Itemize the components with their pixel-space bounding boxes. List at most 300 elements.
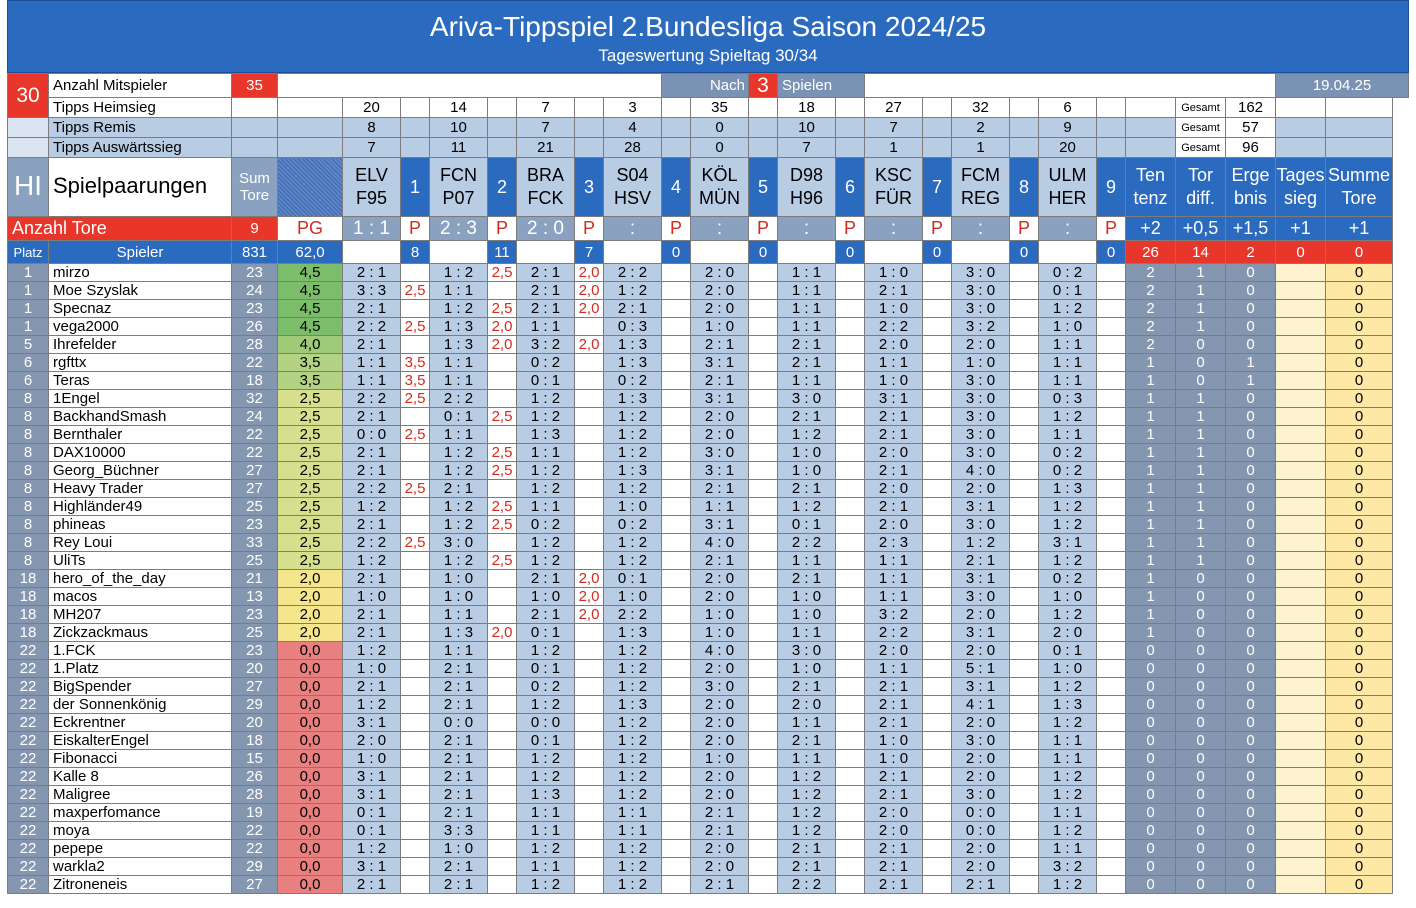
player-tip: 1 : 1 <box>517 498 575 516</box>
table-row <box>8 408 1409 426</box>
bonus-ergebnis: 0 <box>1226 318 1276 336</box>
player-tip: 1 : 2 <box>604 660 662 678</box>
player-goal-sum: 13 <box>232 588 278 606</box>
player-goal-sum: 23 <box>232 606 278 624</box>
game-9-teams <box>1039 158 1097 217</box>
player-tip-points <box>1010 498 1039 516</box>
player-tip-points <box>836 408 865 426</box>
player-tip: 3 : 1 <box>952 570 1010 588</box>
table-row <box>8 642 1409 660</box>
player-points: 4,5 <box>278 300 343 318</box>
bonus-ergebnis: 0 <box>1226 300 1276 318</box>
player-rank: 8 <box>8 498 49 516</box>
player-tip-points <box>836 714 865 732</box>
table-row <box>8 732 1409 750</box>
player-tip-points <box>401 750 430 768</box>
player-tip-points: 2,5 <box>488 444 517 462</box>
player-points: 0,0 <box>278 714 343 732</box>
bonus-tordiff: 1 <box>1176 264 1226 282</box>
bonus-ergebnis: 0 <box>1226 822 1276 840</box>
player-tip: 1 : 1 <box>517 858 575 876</box>
player-tip-points <box>836 822 865 840</box>
player-tip-points <box>662 372 691 390</box>
tipps-heim-count: 32 <box>952 98 1010 118</box>
away-team: FCK <box>527 188 564 208</box>
tipps-aus-count: 1 <box>952 138 1010 158</box>
player-tip: 1 : 3 <box>604 624 662 642</box>
spielen-label: Spielen <box>778 74 865 98</box>
player-goal-sum: 23 <box>232 642 278 660</box>
player-tip-points <box>923 462 952 480</box>
p-text: P <box>1105 217 1118 238</box>
player-tip: 1 : 2 <box>517 642 575 660</box>
tipps-heim-count: 3 <box>604 98 662 118</box>
bonus-tordiff: 0 <box>1176 588 1226 606</box>
player-tip-points <box>575 318 604 336</box>
bonus-tendenz: 1 <box>1126 372 1176 390</box>
player-tip-points <box>662 858 691 876</box>
player-tip-points <box>836 588 865 606</box>
home-team: ELV <box>355 165 388 185</box>
player-tip-points <box>575 732 604 750</box>
player-tip: 2 : 0 <box>865 480 923 498</box>
player-tip-points <box>488 786 517 804</box>
bonus-summe-tore: 0 <box>1326 354 1393 372</box>
player-tip: 1 : 0 <box>343 588 401 606</box>
p-label <box>488 217 517 241</box>
player-tip: 2 : 0 <box>343 732 401 750</box>
player-tip-points <box>836 804 865 822</box>
table-row <box>8 678 1409 696</box>
game-5-teams <box>691 158 749 217</box>
player-tip-points <box>1097 390 1126 408</box>
bonus-summe-tore: 0 <box>1326 678 1393 696</box>
bonus-tagessieg <box>1276 678 1326 696</box>
player-name: Georg_Büchner <box>49 462 232 480</box>
game-2-points: 11 <box>488 241 517 264</box>
away-team: H96 <box>789 188 824 208</box>
player-tip-points: 2,5 <box>488 498 517 516</box>
player-tip: 2 : 1 <box>691 336 749 354</box>
game-1-teams <box>343 158 401 217</box>
blank <box>1126 138 1176 158</box>
bonus-tordiff: 0 <box>1176 372 1226 390</box>
player-tip: 2 : 1 <box>691 480 749 498</box>
table-row <box>8 714 1409 732</box>
game-5-number: 5 <box>749 158 778 217</box>
player-tip: 3 : 0 <box>952 282 1010 300</box>
player-tip: 2 : 1 <box>343 462 401 480</box>
table-row <box>8 822 1409 840</box>
tipps-remis-count: 7 <box>517 118 575 138</box>
bonus-tendenz: 0 <box>1126 786 1176 804</box>
player-name: 1.Platz <box>49 660 232 678</box>
player-tip-points <box>1097 534 1126 552</box>
nach-label <box>662 74 749 98</box>
player-tip-points <box>923 498 952 516</box>
bonus-header-1 <box>1176 158 1226 217</box>
player-points: 0,0 <box>278 660 343 678</box>
gesamt-text: Gesamt <box>1181 142 1220 154</box>
player-tip: 1 : 2 <box>430 444 488 462</box>
player-tip: 2 : 0 <box>1039 624 1097 642</box>
bonus-summe-tore: 0 <box>1326 390 1393 408</box>
bonus-tordiff: 0 <box>1176 768 1226 786</box>
table-row <box>8 426 1409 444</box>
player-tip-points <box>662 498 691 516</box>
player-tip-points <box>749 444 778 462</box>
bonus-tendenz: 1 <box>1126 516 1176 534</box>
bonus-tagessieg <box>1276 552 1326 570</box>
player-tip: 3 : 1 <box>343 786 401 804</box>
bonus-ergebnis: 0 <box>1226 642 1276 660</box>
player-tip: 2 : 1 <box>865 858 923 876</box>
player-tip: 2 : 0 <box>952 336 1010 354</box>
player-tip-points <box>1097 642 1126 660</box>
player-tip: 1 : 1 <box>430 606 488 624</box>
player-rank: 22 <box>8 858 49 876</box>
game-9-number: 9 <box>1097 158 1126 217</box>
result-text: : <box>1064 217 1071 239</box>
player-tip-points <box>1010 282 1039 300</box>
player-tip-points <box>836 732 865 750</box>
player-tip-points <box>836 498 865 516</box>
player-tip-points: 2,0 <box>575 588 604 606</box>
blank <box>865 241 923 264</box>
bonus-ergebnis: 0 <box>1226 426 1276 444</box>
player-tip: 1 : 2 <box>604 876 662 894</box>
player-tip: 2 : 1 <box>865 462 923 480</box>
player-tip: 1 : 1 <box>865 660 923 678</box>
player-tip-points <box>923 354 952 372</box>
player-tip: 1 : 0 <box>778 588 836 606</box>
player-tip-points <box>662 336 691 354</box>
player-tip: 1 : 1 <box>517 318 575 336</box>
bonus-tordiff: 1 <box>1176 426 1226 444</box>
player-tip: 2 : 0 <box>865 822 923 840</box>
p-text: P <box>844 217 857 238</box>
game-7-result <box>865 217 923 241</box>
player-tip: 1 : 2 <box>430 300 488 318</box>
bonus-ergebnis: 0 <box>1226 840 1276 858</box>
player-tip: 1 : 1 <box>865 588 923 606</box>
bonus-header-2 <box>1226 158 1276 217</box>
player-tip-points <box>488 642 517 660</box>
bonus-total-4: 0 <box>1326 241 1393 264</box>
page-title: Ariva-Tippspiel 2.Bundesliga Saison 2024/25 <box>429 11 987 42</box>
player-tip: 1 : 1 <box>778 282 836 300</box>
tippspiel-sheet <box>7 0 1416 908</box>
bonus-line: Ten <box>1136 165 1166 185</box>
player-tip: 1 : 2 <box>1039 300 1097 318</box>
bonus-tagessieg <box>1276 480 1326 498</box>
player-tip: 2 : 1 <box>865 678 923 696</box>
away-team: MÜN <box>699 188 740 208</box>
result-text: 2 : 0 <box>527 217 564 239</box>
player-tip-points <box>749 534 778 552</box>
player-tip-points <box>1010 336 1039 354</box>
player-goal-sum: 20 <box>232 660 278 678</box>
p-label <box>575 217 604 241</box>
bonus-ergebnis: 0 <box>1226 552 1276 570</box>
player-tip-points <box>749 840 778 858</box>
player-tip: 2 : 1 <box>778 732 836 750</box>
home-team: KÖL <box>701 165 738 185</box>
player-tip: 2 : 0 <box>952 714 1010 732</box>
bonus-summe-tore: 0 <box>1326 408 1393 426</box>
player-tip-points: 3,5 <box>401 372 430 390</box>
blank <box>836 138 865 158</box>
player-tip: 2 : 0 <box>691 732 749 750</box>
blank <box>1010 138 1039 158</box>
game-3-result <box>517 217 575 241</box>
player-tip-points <box>836 696 865 714</box>
game-8-points: 0 <box>1010 241 1039 264</box>
tipps-aus-count: 7 <box>778 138 836 158</box>
bonus-points: +0,5 <box>1182 217 1219 238</box>
bonus-summe-tore: 0 <box>1326 696 1393 714</box>
blank <box>488 118 517 138</box>
player-rank: 8 <box>8 426 49 444</box>
result-text: : <box>716 217 723 239</box>
player-tip-points <box>401 552 430 570</box>
player-rank: 18 <box>8 588 49 606</box>
player-tip-points <box>662 642 691 660</box>
player-goal-sum: 25 <box>232 498 278 516</box>
tipps-heim-count: 6 <box>1039 98 1097 118</box>
bonus-total-3: 0 <box>1276 241 1326 264</box>
player-tip-points <box>1010 768 1039 786</box>
player-tip-points <box>575 516 604 534</box>
player-tip-points <box>749 498 778 516</box>
player-tip-points <box>662 462 691 480</box>
player-tip: 2 : 2 <box>778 534 836 552</box>
player-tip: 0 : 1 <box>604 570 662 588</box>
player-tip: 2 : 0 <box>865 804 923 822</box>
player-rank: 18 <box>8 606 49 624</box>
player-tip: 0 : 2 <box>604 372 662 390</box>
player-tip-points <box>1010 678 1039 696</box>
player-points: 2,0 <box>278 606 343 624</box>
player-points: 2,5 <box>278 552 343 570</box>
player-tip: 3 : 0 <box>952 426 1010 444</box>
tipps-remis-count: 8 <box>343 118 401 138</box>
player-tip-points <box>1010 354 1039 372</box>
bonus-tendenz: 1 <box>1126 354 1176 372</box>
player-tip: 2 : 1 <box>343 570 401 588</box>
player-tip-points <box>662 480 691 498</box>
player-tip-points <box>1097 822 1126 840</box>
bonus-tordiff: 0 <box>1176 624 1226 642</box>
player-name: moya <box>49 822 232 840</box>
player-tip-points <box>749 318 778 336</box>
home-team: FCM <box>961 165 1001 185</box>
player-tip: 1 : 2 <box>1039 606 1097 624</box>
player-tip: 1 : 2 <box>604 840 662 858</box>
bonus-points: +2 <box>1140 217 1161 238</box>
player-tip-points <box>1097 750 1126 768</box>
player-goal-sum: 20 <box>232 714 278 732</box>
spieler-header: Spieler <box>49 241 232 264</box>
player-tip-points <box>749 606 778 624</box>
player-tip-points <box>749 480 778 498</box>
player-tip: 1 : 2 <box>343 552 401 570</box>
player-goal-sum: 19 <box>232 804 278 822</box>
home-team: ULM <box>1048 165 1087 185</box>
player-tip-points <box>1010 408 1039 426</box>
player-tip: 2 : 1 <box>430 804 488 822</box>
away-team: HER <box>1048 188 1087 208</box>
player-tip-points <box>488 804 517 822</box>
player-points: 0,0 <box>278 786 343 804</box>
player-rank: 5 <box>8 336 49 354</box>
bonus-tordiff: 1 <box>1176 552 1226 570</box>
player-tip-points <box>1010 750 1039 768</box>
player-tip: 1 : 2 <box>517 696 575 714</box>
player-tip-points <box>749 858 778 876</box>
player-tip: 2 : 2 <box>343 534 401 552</box>
bonus-tendenz: 1 <box>1126 426 1176 444</box>
bonus-summe-tore: 0 <box>1326 768 1393 786</box>
player-tip: 3 : 0 <box>952 264 1010 282</box>
bonus-points: +1,5 <box>1232 217 1269 238</box>
player-tip-points <box>662 264 691 282</box>
blank <box>1010 118 1039 138</box>
player-tip-points <box>1097 624 1126 642</box>
player-tip-points <box>923 588 952 606</box>
player-tip-points <box>836 426 865 444</box>
bonus-tendenz: 1 <box>1126 498 1176 516</box>
tipps-aus-count: 0 <box>691 138 749 158</box>
table-row <box>8 750 1409 768</box>
player-points: 0,0 <box>278 822 343 840</box>
player-tip: 2 : 2 <box>865 318 923 336</box>
bonus-tagessieg <box>1276 318 1326 336</box>
bonus-ergebnis: 0 <box>1226 570 1276 588</box>
tipps-heim-count: 7 <box>517 98 575 118</box>
bonus-ergebnis: 0 <box>1226 732 1276 750</box>
player-tip: 3 : 1 <box>952 678 1010 696</box>
player-tip-points <box>1097 498 1126 516</box>
player-tip: 1 : 1 <box>778 750 836 768</box>
player-tip-points <box>488 750 517 768</box>
gesamt-text: Gesamt <box>1181 122 1220 134</box>
player-tip-points <box>1097 714 1126 732</box>
player-tip-points <box>749 714 778 732</box>
bonus-tendenz: 2 <box>1126 318 1176 336</box>
player-tip-points <box>749 678 778 696</box>
blank <box>278 74 662 98</box>
player-tip: 1 : 0 <box>865 300 923 318</box>
game-7-points: 0 <box>923 241 952 264</box>
bonus-summe-tore: 0 <box>1326 660 1393 678</box>
player-tip: 1 : 1 <box>691 498 749 516</box>
player-tip-points <box>662 714 691 732</box>
player-tip: 3 : 0 <box>952 372 1010 390</box>
bonus-tendenz: 0 <box>1126 696 1176 714</box>
player-tip-points <box>923 516 952 534</box>
p-label <box>1097 217 1126 241</box>
player-tip-points <box>1010 696 1039 714</box>
blank <box>278 118 343 138</box>
player-tip: 1 : 0 <box>691 606 749 624</box>
player-tip-points: 2,5 <box>488 300 517 318</box>
player-tip-points <box>923 678 952 696</box>
player-tip-points <box>488 534 517 552</box>
bonus-tendenz: 1 <box>1126 552 1176 570</box>
result-text: : <box>803 217 810 239</box>
player-goal-sum: 29 <box>232 858 278 876</box>
pg-label <box>278 217 343 241</box>
blank <box>662 118 691 138</box>
player-rank: 1 <box>8 264 49 282</box>
bonus-tendenz: 0 <box>1126 642 1176 660</box>
anzahl-tore-label <box>8 217 232 241</box>
bonus-tagessieg <box>1276 516 1326 534</box>
player-tip: 1 : 2 <box>1039 876 1097 894</box>
game-1-result <box>343 217 401 241</box>
player-tip-points <box>1097 480 1126 498</box>
player-rank: 1 <box>8 282 49 300</box>
player-tip-points <box>1010 318 1039 336</box>
player-tip: 0 : 1 <box>343 822 401 840</box>
blank <box>1276 98 1326 118</box>
bonus-tordiff: 0 <box>1176 786 1226 804</box>
player-tip: 1 : 3 <box>1039 480 1097 498</box>
player-tip: 0 : 0 <box>517 714 575 732</box>
player-tip: 2 : 0 <box>865 642 923 660</box>
player-tip-points <box>923 408 952 426</box>
player-name: Ihrefelder <box>49 336 232 354</box>
title-banner <box>7 0 1409 73</box>
player-tip-points <box>1097 804 1126 822</box>
tipps-aus-count: 20 <box>1039 138 1097 158</box>
gesamt-label <box>1176 118 1226 138</box>
bonus-value-4 <box>1326 217 1393 241</box>
player-tip: 0 : 2 <box>1039 570 1097 588</box>
player-tip-points <box>575 678 604 696</box>
player-tip-points <box>1010 552 1039 570</box>
tipps-remis-count: 4 <box>604 118 662 138</box>
player-tip-points <box>749 588 778 606</box>
player-tip: 1 : 2 <box>604 534 662 552</box>
player-name: Heavy Trader <box>49 480 232 498</box>
player-tip-points <box>662 390 691 408</box>
bonus-tagessieg <box>1276 840 1326 858</box>
bonus-header-3 <box>1276 158 1326 217</box>
bonus-line: Tor <box>1188 165 1214 185</box>
player-tip: 2 : 1 <box>865 696 923 714</box>
player-tip: 1 : 2 <box>517 750 575 768</box>
player-tip: 1 : 0 <box>1039 588 1097 606</box>
player-tip-points <box>923 606 952 624</box>
player-tip: 2 : 1 <box>778 858 836 876</box>
blank <box>1126 118 1176 138</box>
player-tip: 2 : 1 <box>430 858 488 876</box>
player-tip: 2 : 1 <box>865 876 923 894</box>
player-tip: 0 : 1 <box>1039 282 1097 300</box>
player-tip: 1 : 2 <box>604 408 662 426</box>
player-tip-points <box>923 552 952 570</box>
bonus-summe-tore: 0 <box>1326 498 1393 516</box>
player-tip: 1 : 2 <box>778 426 836 444</box>
home-team: D98 <box>789 165 824 185</box>
player-tip: 2 : 1 <box>691 876 749 894</box>
player-name: MH207 <box>49 606 232 624</box>
player-tip: 1 : 2 <box>1039 678 1097 696</box>
blank <box>778 241 836 264</box>
result-text: : <box>890 217 897 239</box>
